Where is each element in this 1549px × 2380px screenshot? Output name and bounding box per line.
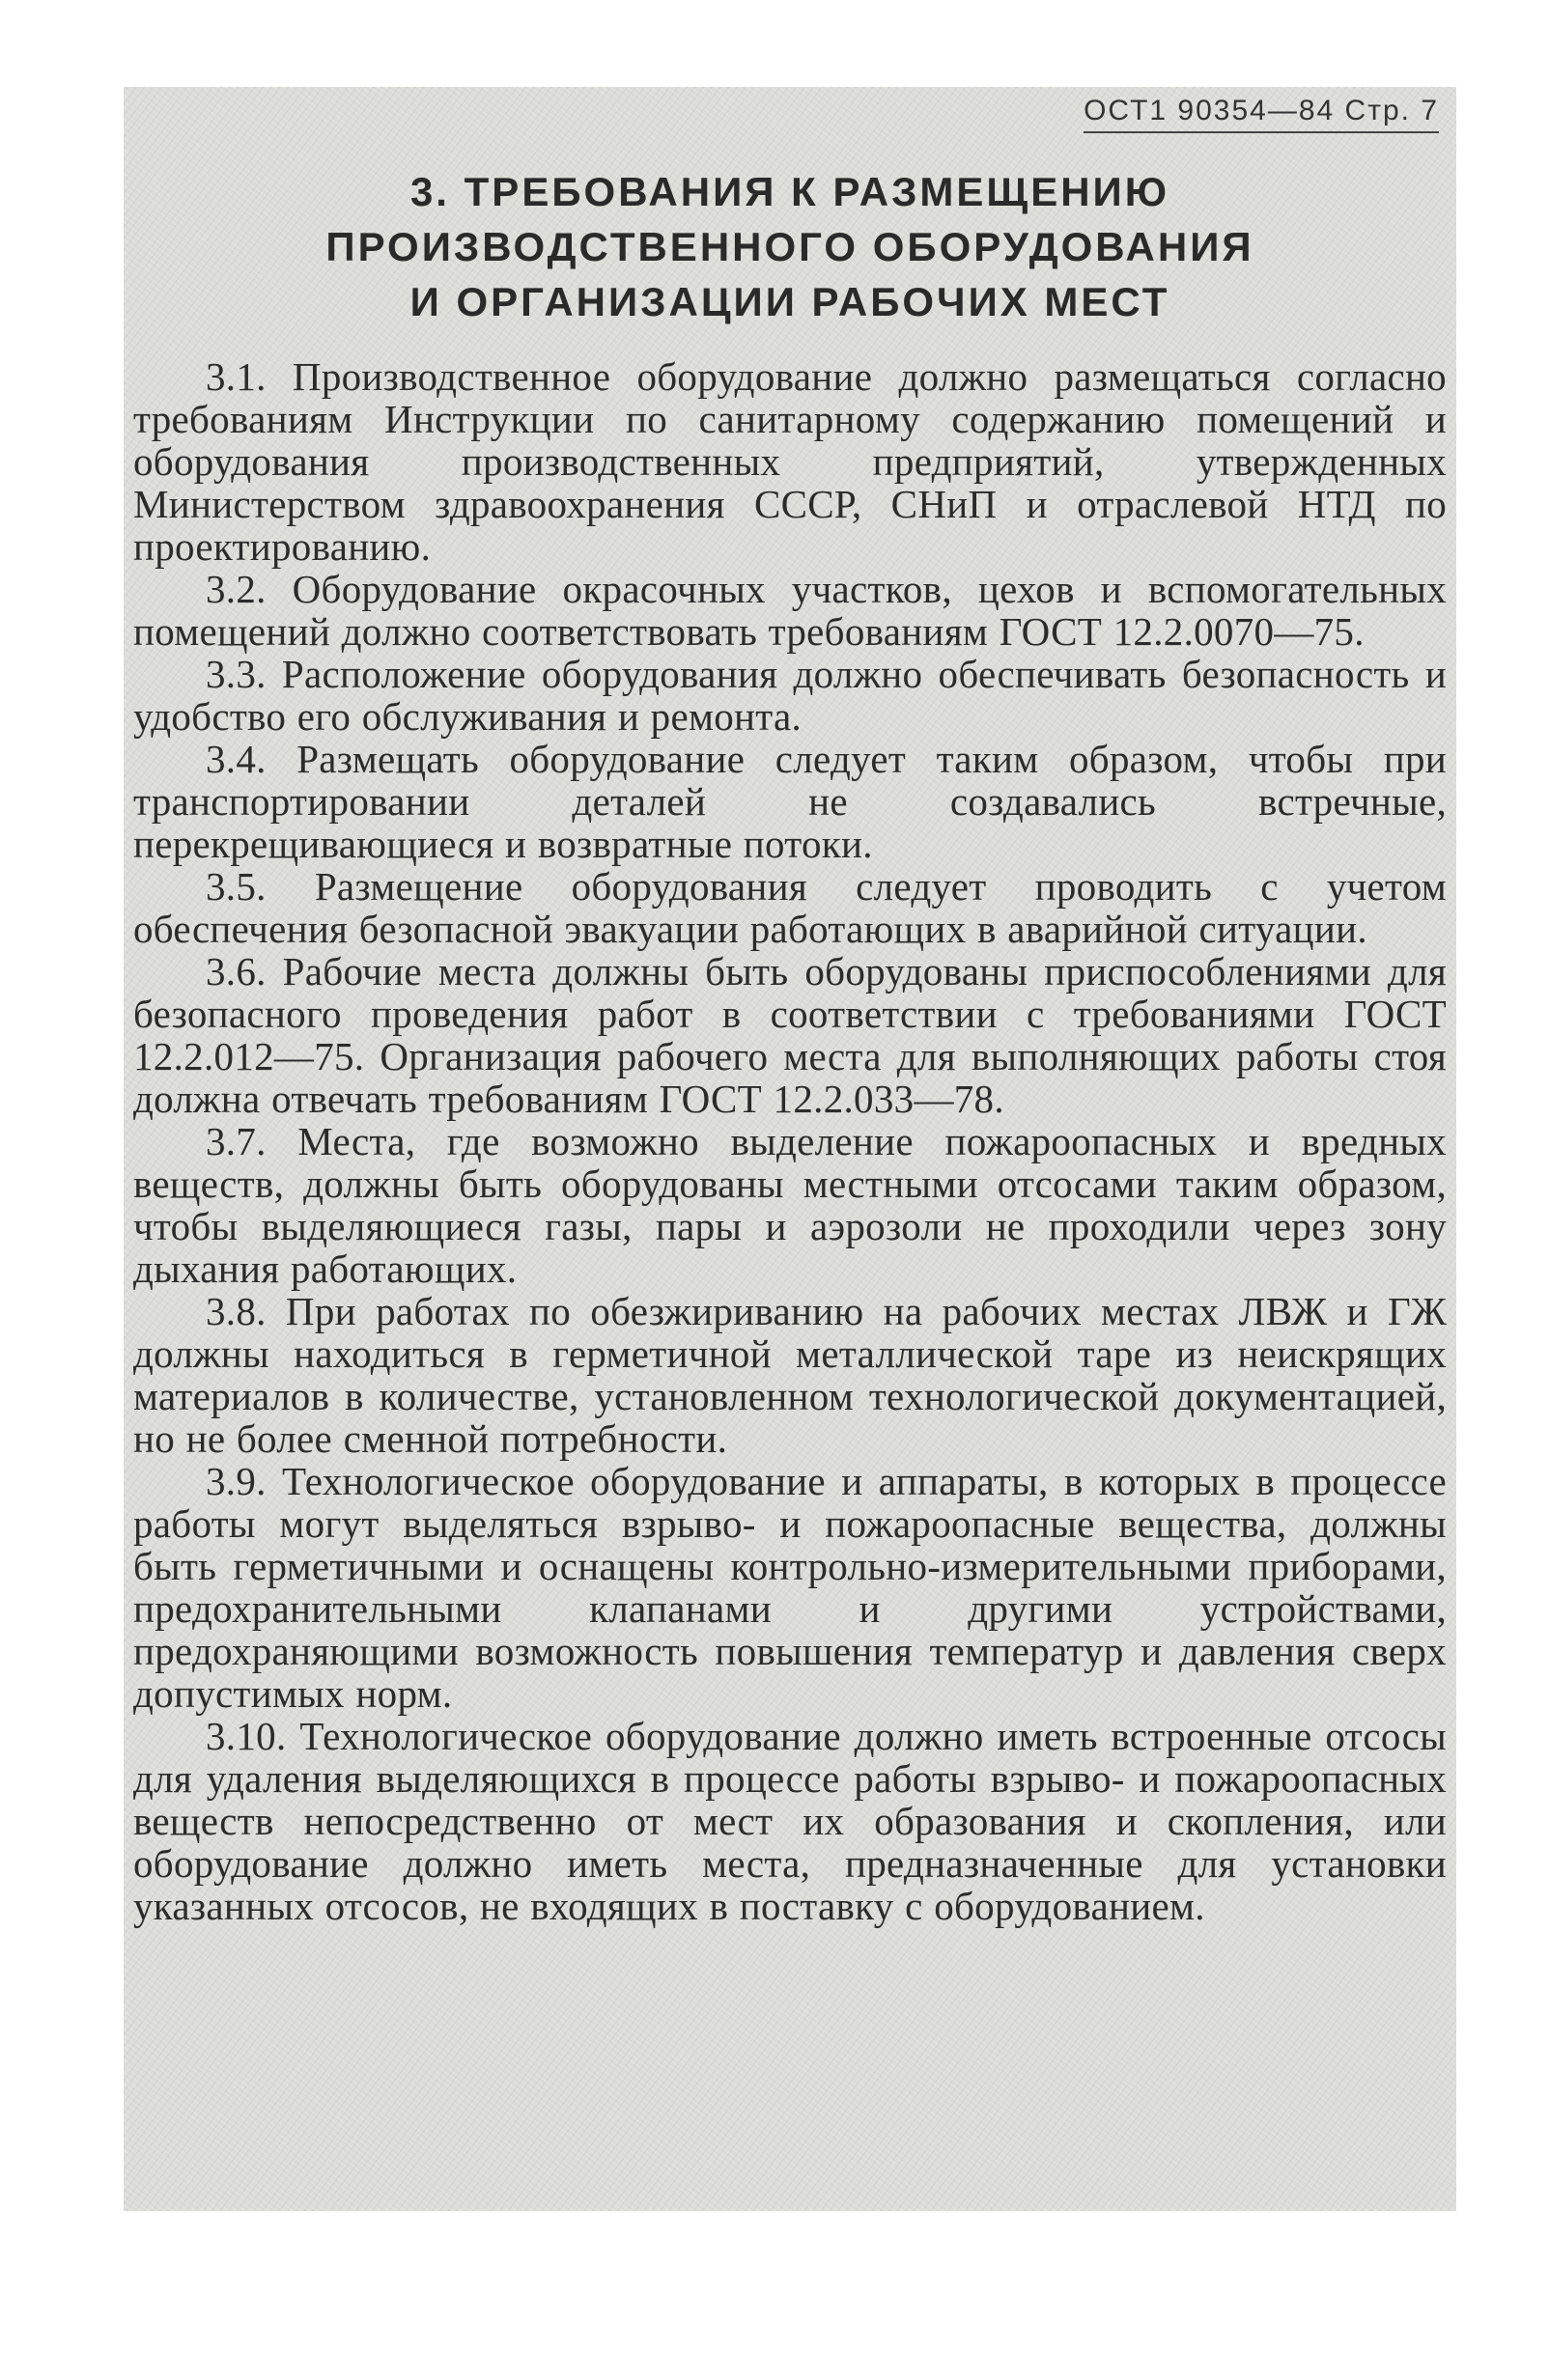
paragraph-3-8: 3.8. При работах по обезжириванию на рабочих местах ЛВЖ и ГЖ должны находиться в герметичной металлической таре из неискрящих материалов в количестве, установленном технологической документацией, но не более сменной потребности.: [133, 1289, 1447, 1461]
section-title: [124, 164, 1456, 329]
paragraph-3-2: 3.2. Оборудование окрасочных участков, цехов и вспомогательных помещений должно соответствовать требованиям ГОСТ 12.2.0070—75.: [133, 567, 1447, 654]
document-body: [133, 355, 1447, 1927]
page-header: ОСТ1 90354—84 Стр. 7: [1084, 95, 1439, 133]
paragraph-3-1: 3.1. Производственное оборудование должно размещаться согласно требованиям Инструкции по санитарному содержанию помещений и оборудования производственных предприятий, утвержденных Министерством здравоохранения СССР, СНиП и отраслевой НТД по проектированию.: [133, 354, 1447, 569]
paragraph-3-10: 3.10. Технологическое оборудование должно иметь встроенные отсосы для удаления выделяющихся в процессе работы взрыво- и пожароопасных веществ непосредственно от мест их образования и скопления, или оборудование должно иметь места, предназначенные для установки указанных отсосов, не входящих в поставку с оборудованием.: [133, 1714, 1447, 1928]
paragraph-3-9: 3.9. Технологическое оборудование и аппараты, в которых в процессе работы могут выделяться взрыво- и пожароопасные вещества, должны быть герметичными и оснащены контрольно-измерительными приборами, предохранительными клапанами и другими устройствами, предохраняющими возможность повышения температур и давления сверх допустимых норм.: [133, 1459, 1447, 1716]
paragraph-3-7: 3.7. Места, где возможно выделение пожароопасных и вредных веществ, должны быть оборудованы местными отсосами таким образом, чтобы выделяющиеся газы, пары и аэрозоли не проходили через зону дыхания работающих.: [133, 1119, 1447, 1291]
paragraph-3-6: 3.6. Рабочие места должны быть оборудованы приспособлениями для безопасного проведения работ в соответствии с требованиями ГОСТ 12.2.012—75. Организация рабочего места для выполняющих работы стоя должна отвечать требованиям ГОСТ 12.2.033—78.: [133, 949, 1447, 1121]
section-title-line-1: 3. ТРЕБОВАНИЯ К РАЗМЕЩЕНИЮ: [409, 169, 1170, 214]
paragraph-3-4: 3.4. Размещать оборудование следует таким образом, чтобы при транспортировании деталей не создавались встречные, перекрещивающиеся и возвратные потоки.: [133, 737, 1447, 866]
paragraph-3-3: 3.3. Расположение оборудования должно обеспечивать безопасность и удобство его обслуживания и ремонта.: [133, 652, 1447, 739]
section-title-line-2: ПРОИЗВОДСТВЕННОГО ОБОРУДОВАНИЯ: [325, 224, 1254, 269]
scanned-page: [124, 87, 1456, 2211]
paragraph-3-5: 3.5. Размещение оборудования следует проводить с учетом обеспечения безопасной эвакуации работающих в аварийной ситуации.: [133, 864, 1447, 951]
section-title-line-3: И ОРГАНИЗАЦИИ РАБОЧИХ МЕСТ: [409, 279, 1170, 324]
